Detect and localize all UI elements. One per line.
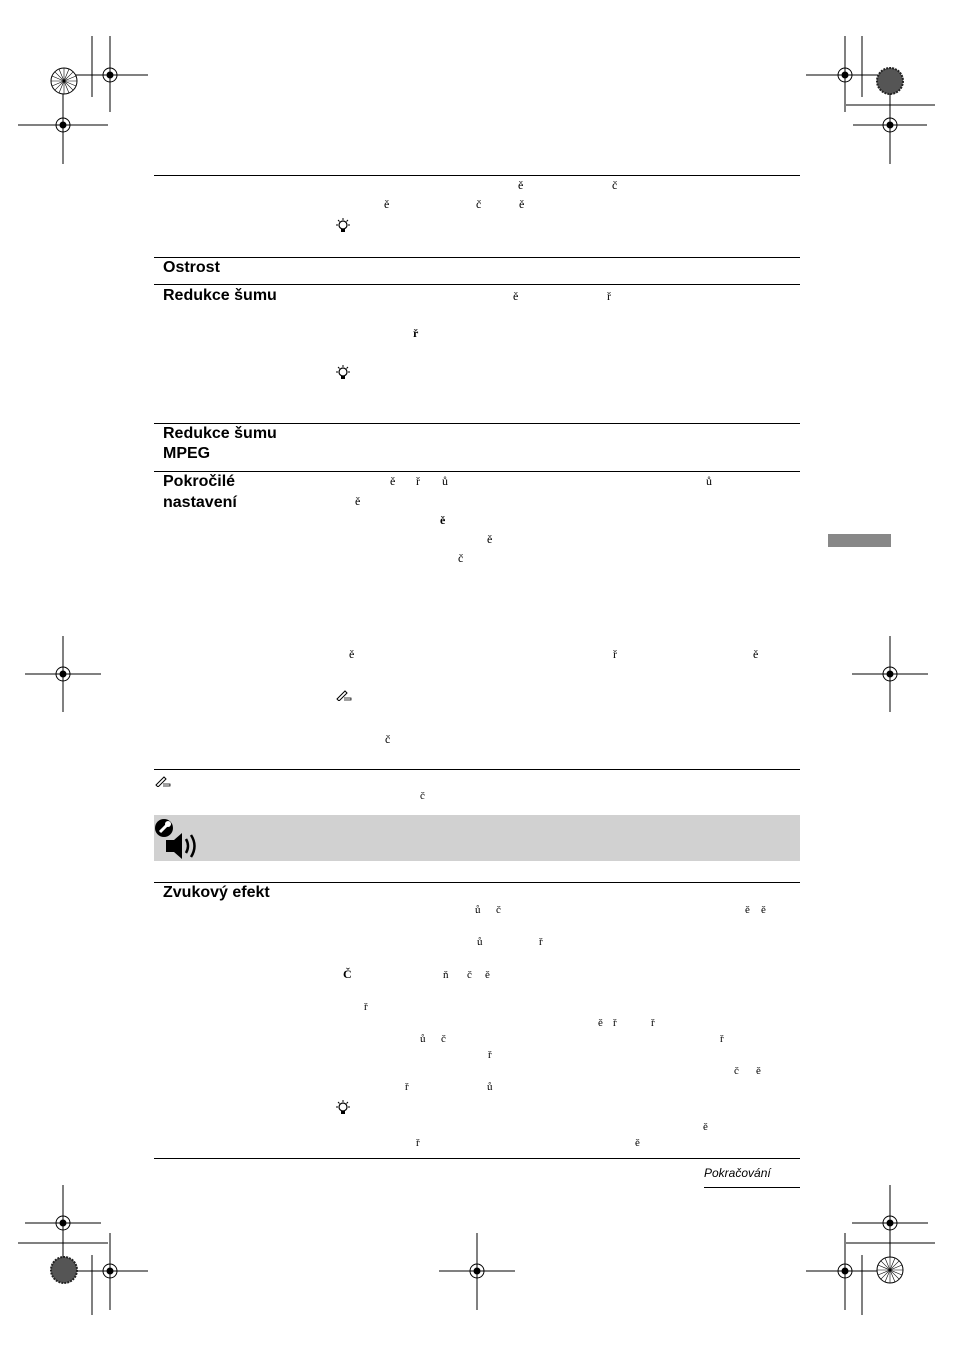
heading-redukce-sumu-mpeg-1: Redukce šumu [163,425,277,442]
heading-pokrocile-2: nastavení [163,494,237,511]
glyph: ř [613,1017,617,1029]
glyph: ů [477,936,483,948]
heading-pokrocile-1: Pokročilé [163,473,236,490]
glyph: ř [405,1081,409,1093]
glyph: ě [598,1017,603,1029]
chapter-tab [828,534,891,547]
glyph: č [476,197,482,211]
row-divider [154,284,800,285]
glyph: ů [475,904,481,916]
glyph: ě [487,532,493,546]
row-divider [154,769,800,770]
glyph: ě [518,178,524,192]
glyph: ř [416,474,420,488]
glyph: ř [720,1033,724,1045]
glyph: ě [485,969,490,981]
glyph: č [441,1033,446,1045]
starburst-wheel-icon [876,1256,904,1284]
sound-section-bar [154,815,800,861]
heading-zvukovy-efekt: Zvukový efekt [163,884,270,901]
glyph: ř [416,1137,420,1149]
pencil-note-icon [336,689,352,701]
table-bottom-rule [154,1158,800,1159]
glyph: ě [756,1065,761,1077]
glyph: ř [539,936,543,948]
glyph: ř [607,289,611,303]
lightbulb-icon [335,1100,351,1116]
glyph: ů [442,474,448,488]
glyph: ě [635,1137,640,1149]
glyph: č [612,178,618,192]
glyph: ě [349,647,355,661]
glyph: ů [420,1033,426,1045]
glyph: ř [613,647,617,661]
glyph: č [458,551,464,565]
heading-redukce-sumu: Redukce šumu [163,287,277,304]
glyph: ň [443,969,449,981]
row-divider [154,257,800,258]
glyph: ě [519,197,525,211]
lightbulb-icon [335,365,351,381]
glyph: č [734,1065,739,1077]
glyph: ě [355,494,361,508]
glyph: č [496,904,501,916]
glyph: č [385,732,391,746]
lightbulb-icon [335,218,351,234]
glyph: ě [761,904,766,916]
glyph: č [420,790,425,802]
wrench-speaker-icon [154,818,202,862]
glyph: ř [364,1001,368,1013]
row-divider [154,471,800,472]
glyph: ř [488,1049,492,1061]
table-top-rule [154,175,800,176]
glyph: ě [390,474,396,488]
glyph: ř [651,1017,655,1029]
heading-ostrost: Ostrost [163,259,220,276]
starburst-wheel-icon [50,67,78,95]
starburst-wheel-icon [876,67,904,95]
heading-redukce-sumu-mpeg-2: MPEG [163,445,211,462]
glyph: ě [513,289,519,303]
glyph: ě [384,197,390,211]
glyph: ě [745,904,750,916]
glyph: ř [413,326,419,340]
glyph: č [467,969,472,981]
glyph: ů [487,1081,493,1093]
glyph: ě [753,647,759,661]
glyph: ě [440,513,446,527]
glyph: ů [706,474,712,488]
pencil-note-icon [155,775,171,787]
starburst-wheel-icon [50,1256,78,1284]
glyph: ě [703,1121,708,1133]
glyph: Č [343,967,352,981]
continued-rule [704,1187,800,1188]
continued-label: Pokračování [704,1166,771,1180]
